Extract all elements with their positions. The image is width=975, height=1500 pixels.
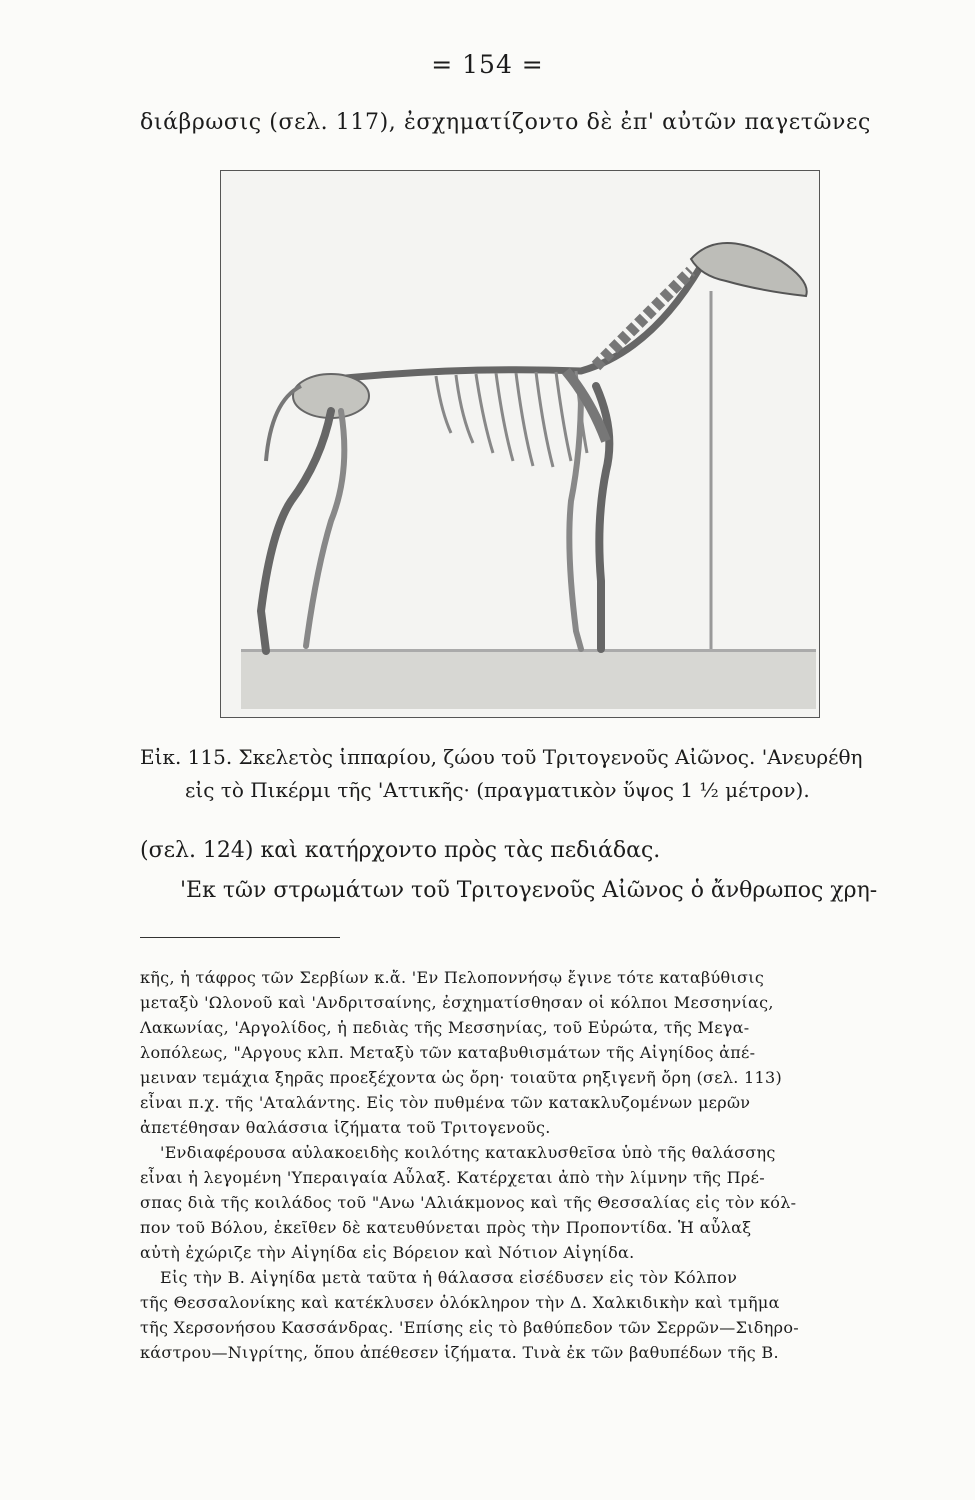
footnote-line: λοπόλεως, "Αργους κλπ. Μεταξὺ τῶν καταβυθισμάτων τῆς Αἰγηίδος ἀπέ- bbox=[140, 1043, 756, 1062]
body-line: (σελ. 124) καὶ κατήρχοντο πρὸς τὰς πεδιάδας. bbox=[140, 838, 661, 863]
figure-caption-line-1: Εἰκ. 115. Σκελετὸς ἱππαρίου, ζώου τοῦ Τριτογενοῦς Αἰῶνος. 'Ανευρέθη bbox=[140, 745, 863, 769]
body-line: 'Εκ τῶν στρωμάτων τοῦ Τριτογενοῦς Αἰῶνος ὁ ἄνθρωπος χρη- bbox=[180, 878, 878, 903]
footnote-line: τῆς Χερσονήσου Κασσάνδρας. 'Επίσης εἰς τὸ βαθύπεδον τῶν Σερρῶν—Σιδηρο- bbox=[140, 1318, 799, 1337]
figure-photo bbox=[220, 170, 820, 718]
hipparion-skeleton-illustration bbox=[221, 171, 820, 718]
page-number: = 154 = bbox=[431, 50, 544, 79]
footnote-line: μειναν τεμάχια ξηρᾶς προεξέχοντα ὡς ὄρη· τοιαῦτα ρηξιγενῆ ὄρη (σελ. 113) bbox=[140, 1068, 783, 1087]
top-text-line: διάβρωσις (σελ. 117), ἐσχηματίζοντο δὲ ἐπ' αὐτῶν παγετῶνες bbox=[140, 110, 871, 135]
footnote-line: Εἰς τὴν Β. Αἰγηίδα μετὰ ταῦτα ἡ θάλασσα εἰσέδυσεν εἰς τὸν Κόλπον bbox=[160, 1268, 738, 1287]
footnote-line: κάστρου—Νιγρίτης, ὅπου ἀπέθεσεν ἱζήματα. Τινὰ ἐκ τῶν βαθυπέδων τῆς Β. bbox=[140, 1343, 779, 1362]
footnote-line: Λακωνίας, 'Αργολίδος, ἡ πεδιὰς τῆς Μεσσηνίας, τοῦ Εὐρώτα, τῆς Μεγα- bbox=[140, 1018, 750, 1037]
figure-caption-line-2: εἰς τὸ Πικέρμι τῆς 'Αττικῆς· (πραγματικὸν ὕψος 1 ½ μέτρον). bbox=[185, 778, 810, 802]
footnote-line: εἶναι π.χ. τῆς 'Αταλάντης. Εἰς τὸν πυθμένα τῶν κατακλυζομένων μερῶν bbox=[140, 1093, 751, 1112]
footnote-line: τῆς Θεσσαλονίκης καὶ κατέκλυσεν ὁλόκληρον τὴν Δ. Χαλκιδικὴν καὶ τμῆμα bbox=[140, 1293, 780, 1312]
footnote-line: μεταξὺ 'Ωλονοῦ καὶ 'Ανδριτσαίνης, ἐσχηματίσθησαν οἱ κόλποι Μεσσηνίας, bbox=[140, 993, 774, 1012]
footnote-line: πον τοῦ Βόλου, ἐκεῖθεν δὲ κατευθύνεται πρὸς τὴν Προποντίδα. Ἡ αὖλαξ bbox=[140, 1218, 752, 1237]
footnote-line: αὐτὴ ἐχώριζε τὴν Αἰγηίδα εἰς Βόρειον καὶ Νότιον Αἰγηίδα. bbox=[140, 1243, 635, 1262]
footnote-line: 'Ενδιαφέρουσα αὐλακοειδὴς κοιλότης κατακλυσθεῖσα ὑπὸ τῆς θαλάσσης bbox=[160, 1143, 776, 1162]
footnote-line: εἶναι ἡ λεγομένη 'Υπεραιγαία Αὖλαξ. Κατέρχεται ἀπὸ τὴν λίμνην τῆς Πρέ- bbox=[140, 1168, 765, 1187]
footnote-line: σπας διὰ τῆς κοιλάδος τοῦ "Ανω 'Αλιάκμονος καὶ τῆς Θεσσαλίας εἰς τὸν κόλ- bbox=[140, 1193, 797, 1212]
footnote-line: κῆς, ἡ τάφρος τῶν Σερβίων κ.ἄ. 'Εν Πελοποννήσῳ ἔγινε τότε καταβύθισις bbox=[140, 968, 765, 987]
footnote-rule bbox=[140, 937, 340, 938]
footnote-line: ἀπετέθησαν θαλάσσια ἱζήματα τοῦ Τριτογενοῦς. bbox=[140, 1118, 551, 1137]
